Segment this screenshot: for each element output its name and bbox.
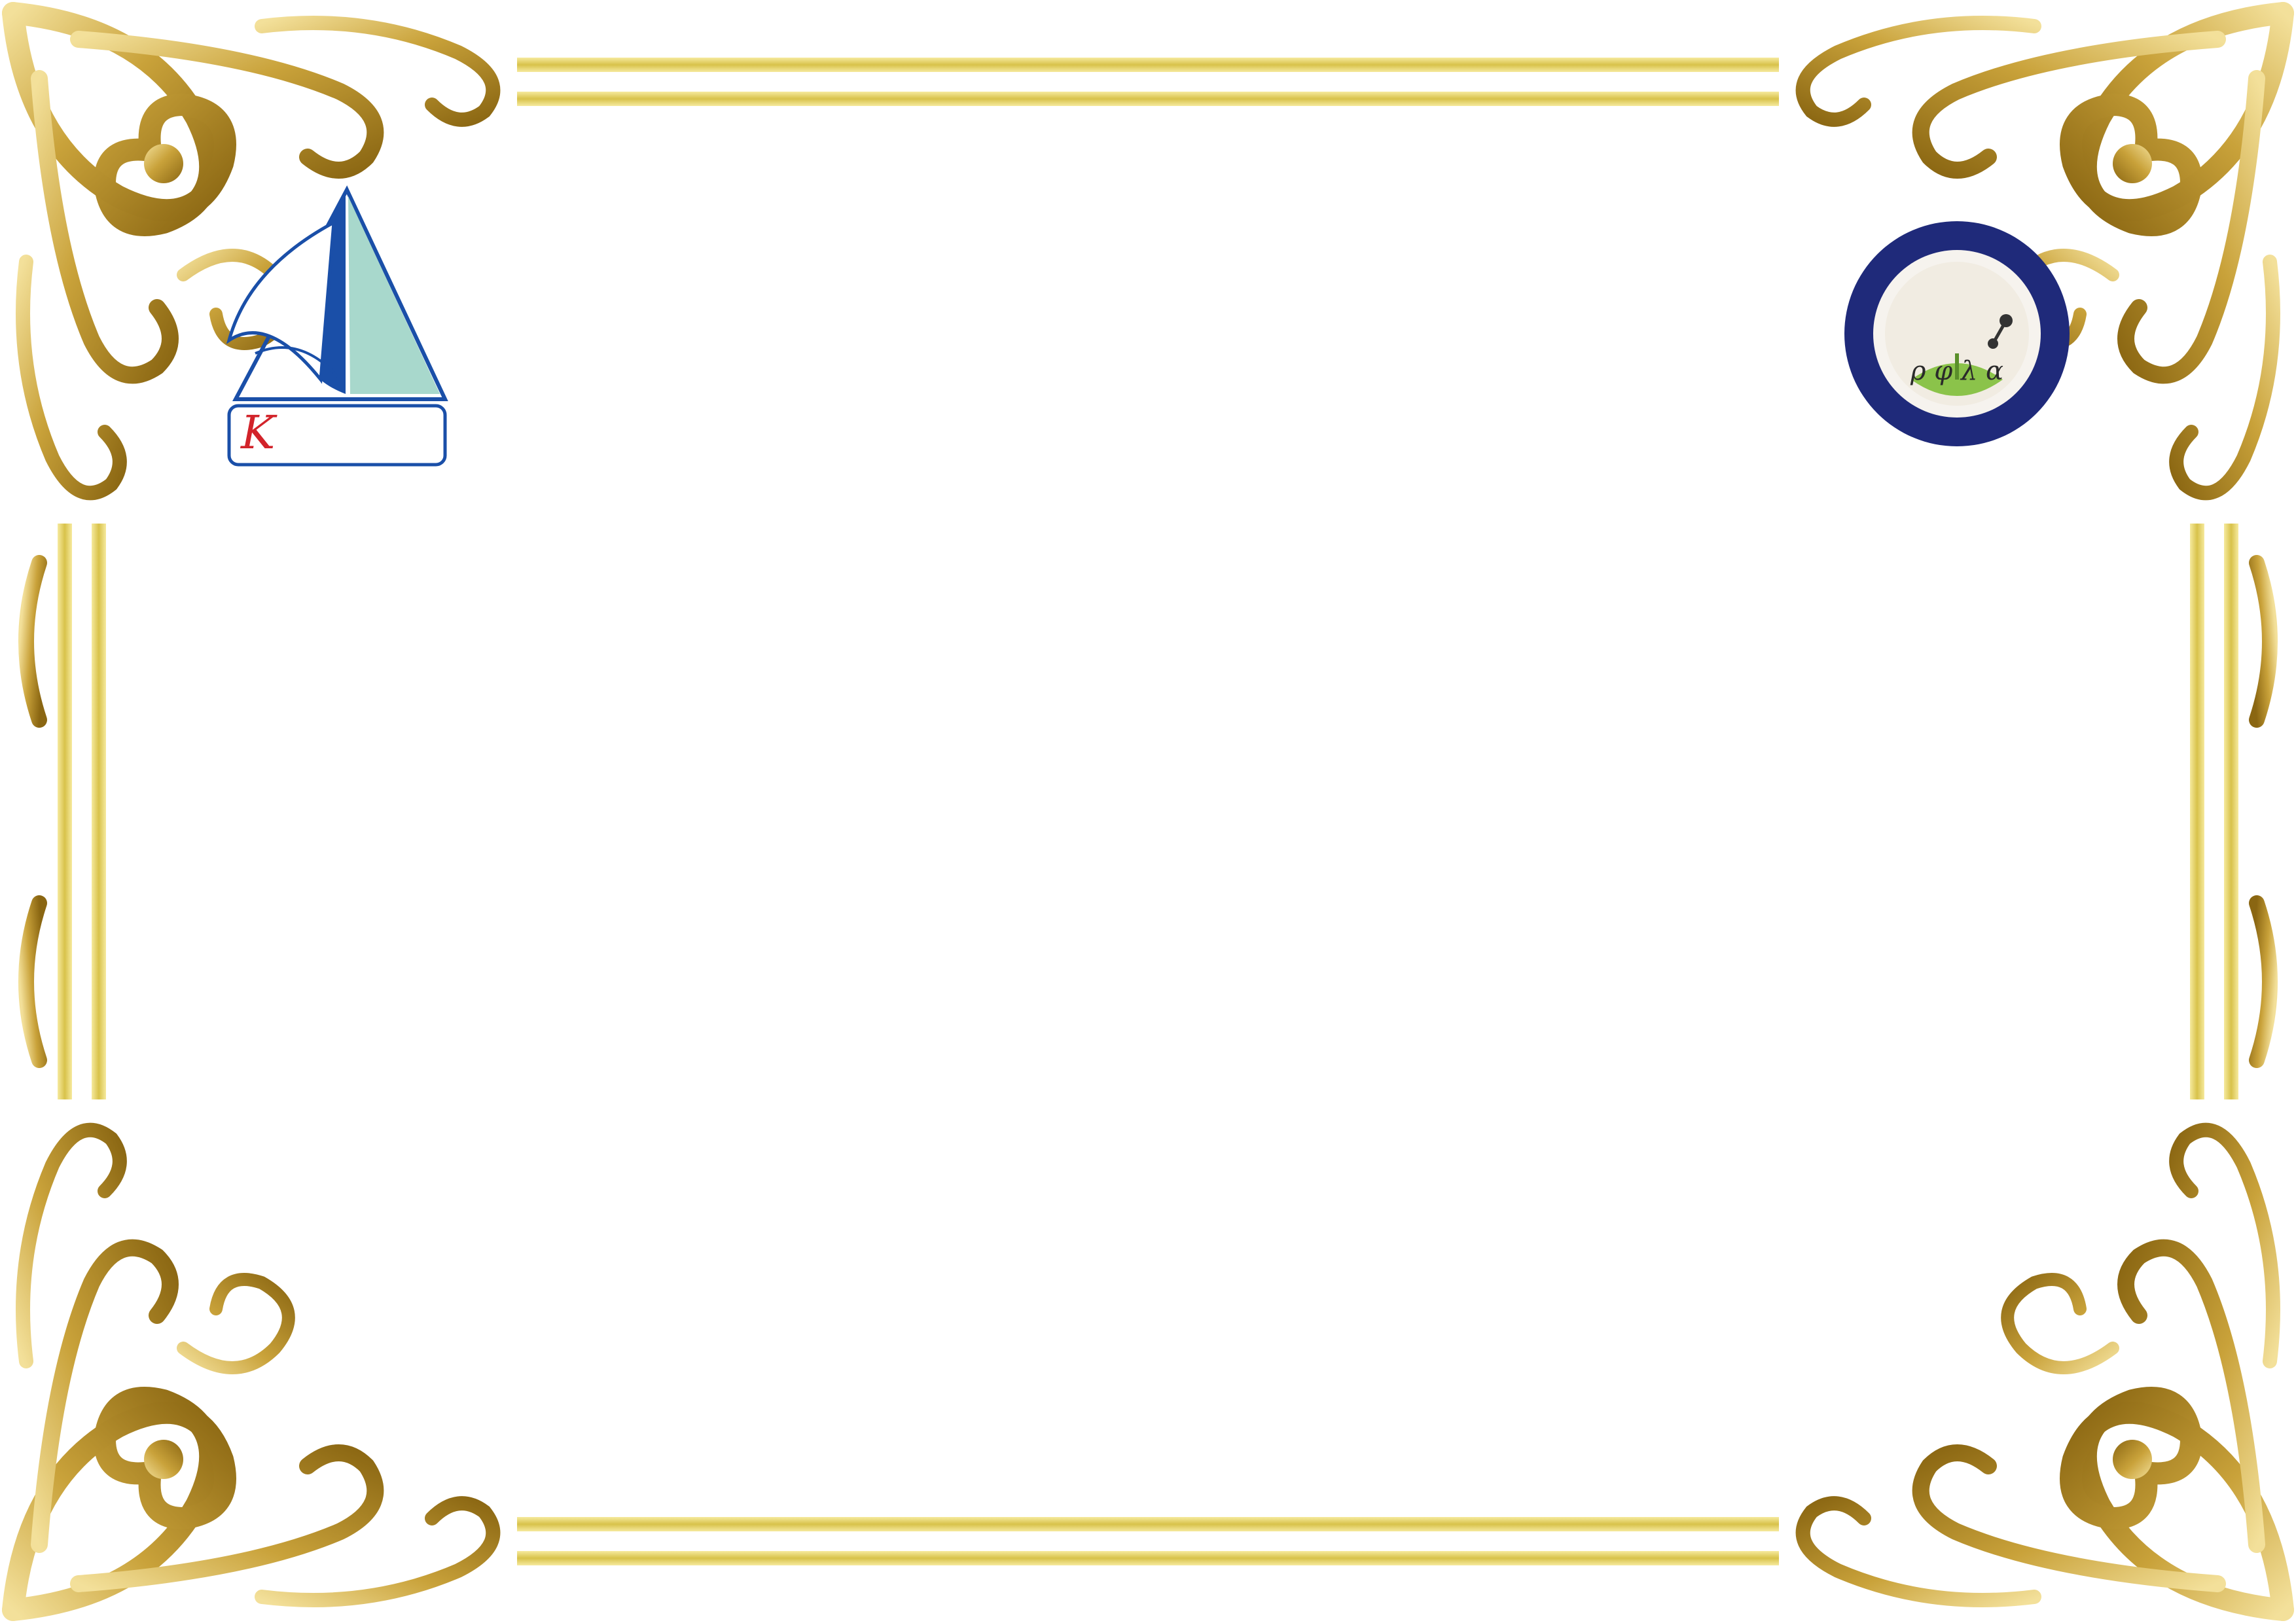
faculty-seal bbox=[1839, 216, 2075, 452]
logo-k-letter: K bbox=[241, 406, 276, 459]
svg-text:ρ φ λ α: ρ φ λ α bbox=[1910, 356, 2004, 386]
vice-president-line bbox=[97, 870, 2191, 883]
dean-line bbox=[97, 1008, 2191, 1020]
faculty-science-seal-icon bbox=[1839, 216, 2075, 452]
university-logo bbox=[209, 183, 465, 471]
